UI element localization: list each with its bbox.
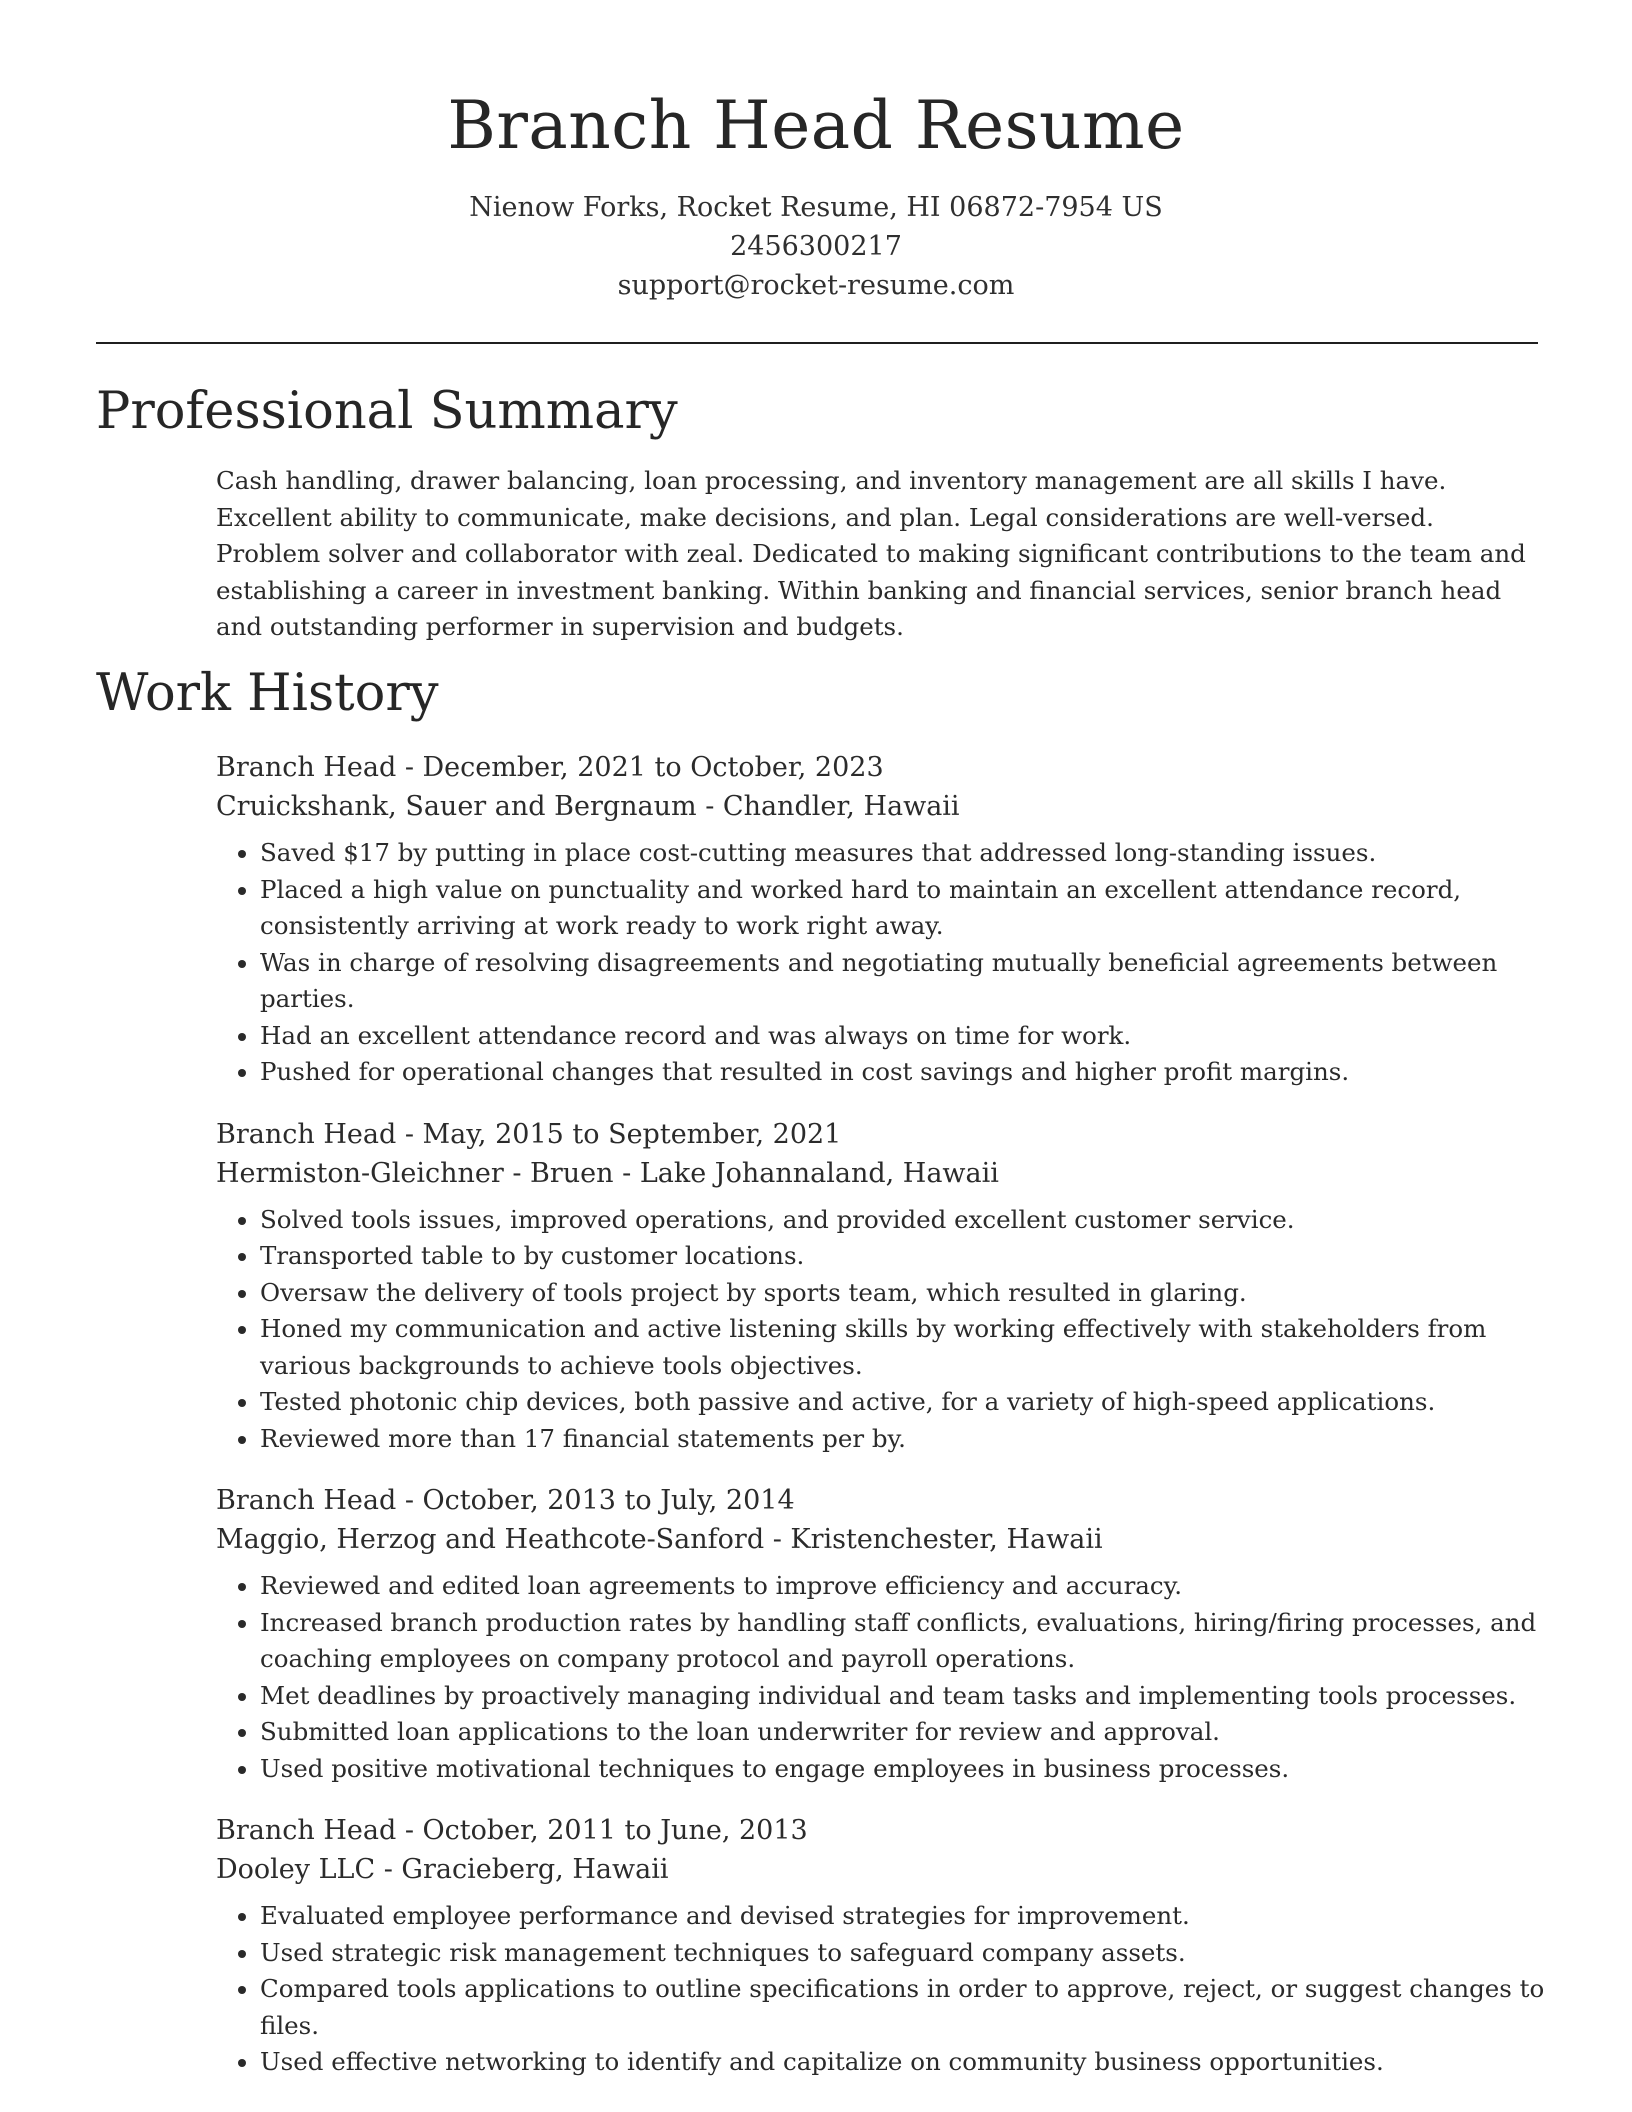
job-entry <box>216 1811 1546 2081</box>
job-bullet: • Solved tools issues, improved operations, and provided excellent customer service. <box>260 1202 1546 1239</box>
work-history-heading: Work History <box>96 664 439 723</box>
job-bullets <box>216 1898 1546 2081</box>
summary-heading: Professional Summary <box>96 382 678 441</box>
job-company-location: Maggio, Herzog and Heathcote-Sanford - Kristenchester, Hawaii <box>216 1524 1103 1555</box>
summary-text: Cash handling, drawer balancing, loan processing, and inventory management are all skills I have. Excellent ability to communicate, make decisions, and plan. Legal considerations are well-versed. Problem solver and collaborator with zeal. Dedicated to making significant contributions to the team and establishing a career in investment banking. Within banking and financial services, senior branch head and outstanding performer in supervision and budgets. <box>216 466 1526 641</box>
resume-title: Branch Head Resume <box>447 87 1185 164</box>
job-bullet: • Transported table to by customer locations. <box>260 1238 1546 1275</box>
contact-email: support@rocket-resume.com <box>617 270 1015 301</box>
job-company-location: Cruickshank, Sauer and Bergnaum - Chandler, Hawaii <box>216 791 960 822</box>
job-bullet: • Placed a high value on punctuality and worked hard to maintain an excellent attendance record, consistently arriving at work ready to work right away. <box>260 872 1546 945</box>
job-entry <box>216 1481 1546 1787</box>
job-bullet: • Evaluated employee performance and devised strategies for improvement. <box>260 1898 1546 1935</box>
job-bullet: • Reviewed and edited loan agreements to improve efficiency and accuracy. <box>260 1568 1546 1605</box>
job-title-dates: Branch Head - October, 2013 to July, 2014 <box>216 1485 795 1516</box>
job-bullet: • Met deadlines by proactively managing individual and team tasks and implementing tools processes. <box>260 1678 1546 1715</box>
job-bullet: • Compared tools applications to outline specifications in order to approve, reject, or suggest changes to files. <box>260 1971 1546 2044</box>
job-bullet: • Used effective networking to identify and capitalize on community business opportunities. <box>260 2044 1546 2081</box>
job-bullet: • Increased branch production rates by handling staff conflicts, evaluations, hiring/firing processes, and coaching employees on company protocol and payroll operations. <box>260 1605 1546 1678</box>
job-bullets <box>216 835 1546 1091</box>
job-title-dates: Branch Head - December, 2021 to October, 2023 <box>216 752 884 783</box>
job-entry <box>216 1115 1546 1458</box>
job-company-location: Dooley LLC - Gracieberg, Hawaii <box>216 1854 669 1885</box>
job-bullet: • Honed my communication and active listening skills by working effectively with stakeholders from various backgrounds to achieve tools objectives. <box>260 1311 1546 1384</box>
contact-address: Nienow Forks, Rocket Resume, HI 06872-7954 US <box>469 192 1163 223</box>
header-divider <box>96 342 1538 344</box>
job-bullet: • Had an excellent attendance record and was always on time for work. <box>260 1018 1546 1055</box>
job-bullets <box>216 1568 1546 1787</box>
job-bullet: • Used positive motivational techniques to engage employees in business processes. <box>260 1751 1546 1788</box>
work-history-list <box>216 748 1546 2105</box>
job-bullet: • Pushed for operational changes that resulted in cost savings and higher profit margins. <box>260 1054 1546 1091</box>
job-bullets <box>216 1202 1546 1458</box>
job-entry <box>216 748 1546 1091</box>
job-bullet: • Saved $17 by putting in place cost-cutting measures that addressed long-standing issues. <box>260 835 1546 872</box>
job-bullet: • Used strategic risk management techniques to safeguard company assets. <box>260 1935 1546 1972</box>
job-title-dates: Branch Head - May, 2015 to September, 2021 <box>216 1118 842 1150</box>
contact-block <box>0 188 1632 305</box>
job-company-location: Hermiston-Gleichner - Bruen - Lake Johannaland, Hawaii <box>216 1157 999 1189</box>
job-bullet: • Tested photonic chip devices, both passive and active, for a variety of high-speed applications. <box>260 1384 1546 1421</box>
job-title-dates: Branch Head - October, 2011 to June, 2013 <box>216 1815 808 1846</box>
job-bullet: • Reviewed more than 17 financial statements per by. <box>260 1421 1546 1458</box>
resume-header <box>0 86 1632 305</box>
job-bullet: • Was in charge of resolving disagreements and negotiating mutually beneficial agreements between parties. <box>260 945 1546 1018</box>
job-bullet: • Oversaw the delivery of tools project by sports team, which resulted in glaring. <box>260 1275 1546 1312</box>
job-bullet: • Submitted loan applications to the loan underwriter for review and approval. <box>260 1714 1546 1751</box>
contact-phone: 2456300217 <box>730 231 902 262</box>
